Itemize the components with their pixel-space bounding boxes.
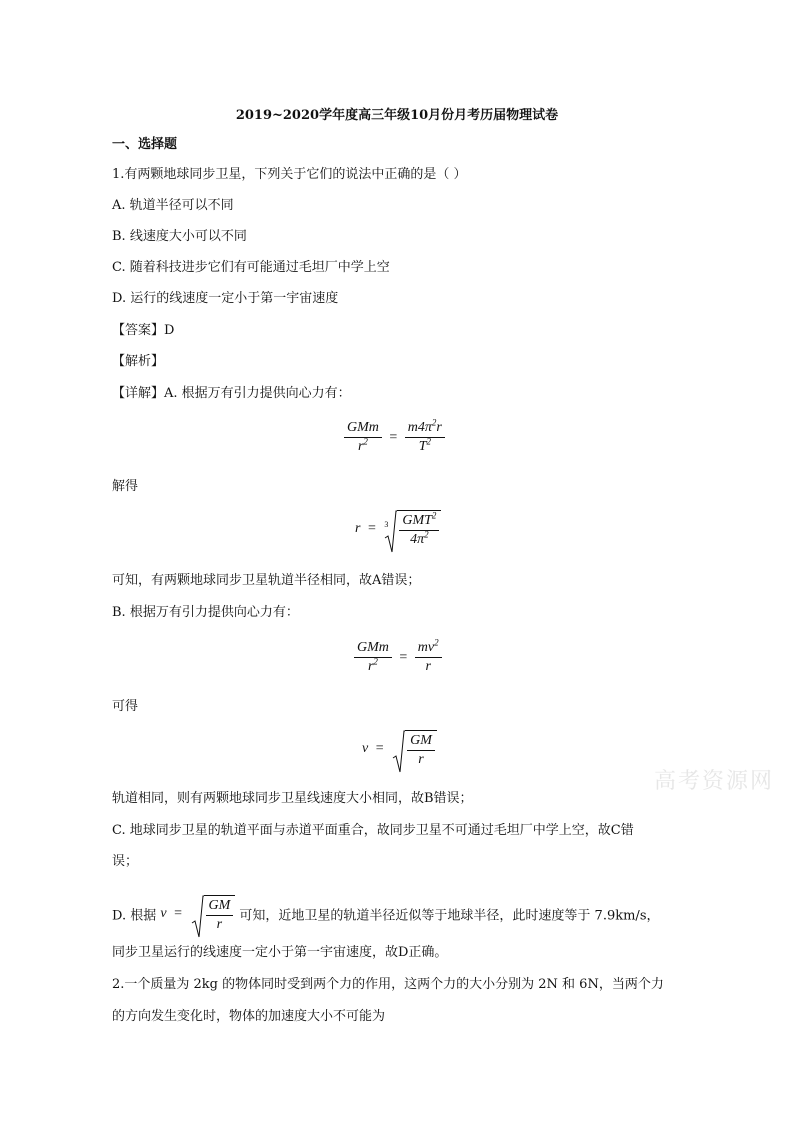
cube-root: 3 $\frac{GMT^2}{4\pi^2}$ — [383, 510, 441, 548]
option-d: D. 运行的线速度一定小于第一宇宙速度 — [112, 291, 339, 306]
section-heading: 一、选择题 — [112, 137, 178, 152]
formula-gravitation-period: $\frac{\text{GMm}}{r^2}$ = $\frac{m4\pi^2r}{T^2}$ — [344, 420, 445, 455]
solve-label: 解得 — [112, 479, 139, 494]
detail-c-line2: 误； — [112, 854, 139, 869]
fraction: $\frac{\text{GMm}}{r^2}$ — [344, 420, 382, 455]
detail-d-line1: D. 根据 v = $\frac{GM}{r}$ 可知，近地卫星的轨道半径近似等于地球半径，此时速度等于 7.9km/s， — [112, 897, 660, 935]
answer-line: 【答案】D — [112, 323, 175, 338]
radical-sign-icon — [383, 510, 397, 554]
formula-orbital-speed: v = $\frac{GM}{r}$ — [362, 730, 437, 768]
detail-b: B. 根据万有引力提供向心力有： — [112, 605, 299, 620]
analysis-heading: 【解析】 — [112, 354, 165, 369]
question-2-line1: 2.一个质量为 2kg 的物体同时受到两个力的作用，这两个力的大小分别为 2N 和 6N，当两个力 — [112, 977, 664, 992]
square-root: $\frac{GM}{r}$ — [391, 730, 437, 768]
conclusion-a: 可知，有两颗地球同步卫星轨道半径相同，故A错误； — [112, 573, 421, 588]
conclusion-b: 轨道相同，则有两颗地球同步卫星线速度大小相同，故B错误； — [112, 791, 473, 806]
option-b: B. 线速度大小可以不同 — [112, 229, 247, 244]
formula-orbit-radius: r = 3 $\frac{GMT^2}{4\pi^2}$ — [355, 510, 441, 548]
question-2-line2: 的方向发生变化时，物体的加速度大小不可能为 — [112, 1009, 386, 1024]
option-a: A. 轨道半径可以不同 — [112, 198, 234, 213]
page-title: 2019~2020学年度高三年级10月份月考历届物理试卷 — [235, 108, 559, 123]
radical-sign-icon — [190, 895, 204, 939]
watermark: 高考资源网 — [654, 769, 775, 794]
formula-gravitation-velocity: $\frac{\text{GMm}}{r^2}$ = $\frac{mv^2}{r}$ — [354, 640, 442, 675]
option-c: C. 随着科技进步它们有可能通过毛坦厂中学上空 — [112, 260, 390, 275]
derive-label: 可得 — [112, 699, 139, 714]
radical-sign-icon — [391, 730, 405, 774]
inline-formula-orbital-speed: v = $\frac{GM}{r}$ — [160, 895, 235, 933]
detail-c-line1: C. 地球同步卫星的轨道平面与赤道平面重合，故同步卫星不可通过毛坦厂中学上空，故C错 — [112, 823, 634, 838]
question-1-stem: 1.有两颗地球同步卫星，下列关于它们的说法中正确的是（ ） — [112, 167, 467, 182]
fraction: $\frac{m4\pi^2r}{T^2}$ — [405, 420, 445, 455]
detail-a: 【详解】A. 根据万有引力提供向心力有： — [112, 386, 351, 401]
detail-d-line2: 同步卫星运行的线速度一定小于第一宇宙速度，故D正确。 — [112, 945, 448, 960]
